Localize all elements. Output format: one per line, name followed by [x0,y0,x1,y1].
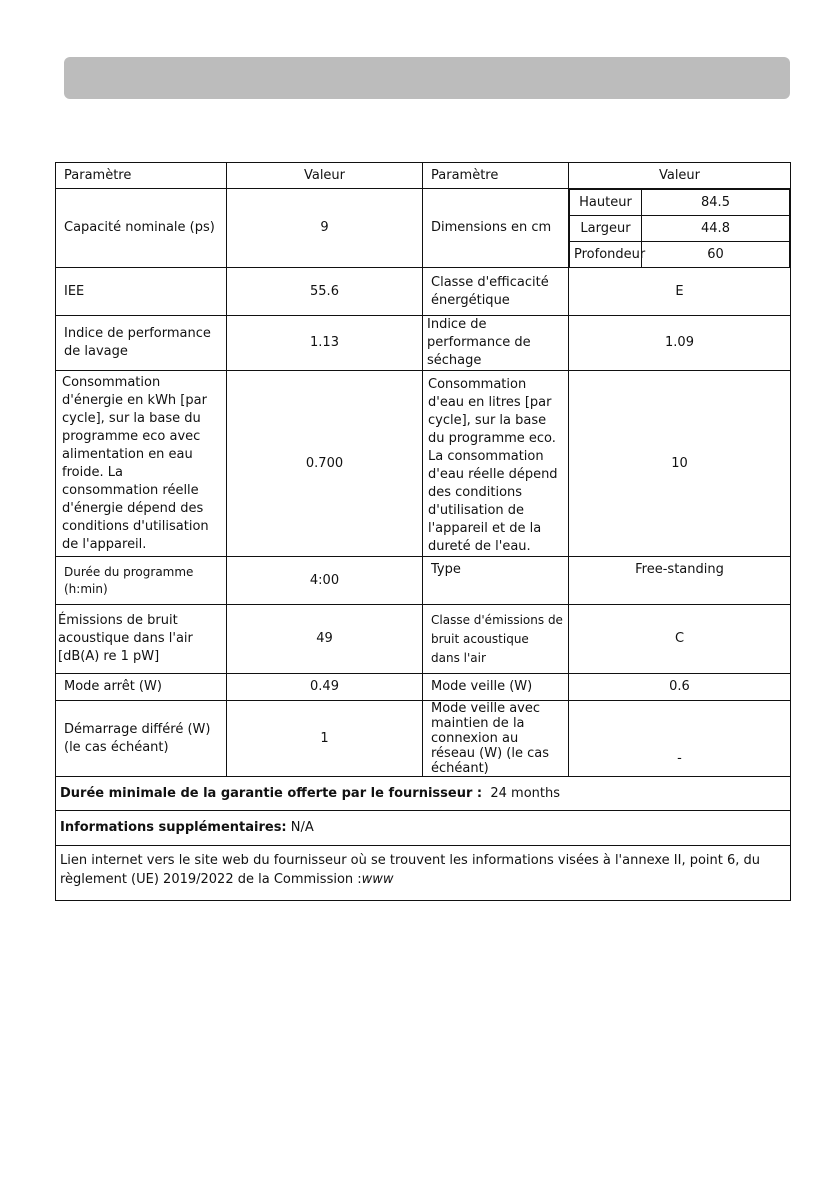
warranty-label: Durée minimale de la garantie offerte par le fournisseur : [60,785,483,801]
type-value: Free-standing [569,557,791,605]
dry-index-value: 1.09 [569,316,791,371]
dimensions-values [569,189,791,268]
energy-consumption-label: Consommation d'énergie en kWh [par cycle], sur la base du programme eco avec alimentation en eau froide. La consommation réelle d'énergie dépend des conditions d'utilisation de l'appareil. [56,371,227,557]
info-label: Informations supplémentaires: [60,820,287,835]
table-row [56,316,791,371]
warranty-row [56,777,791,811]
water-consumption-label: Consommation d'eau en litres [par cycle], sur la base du programme eco. La consommation d'eau réelle dépend des conditions d'utilisation de l'appareil et de la dureté de l'eau. [423,371,569,557]
info-value: N/A [290,820,314,835]
table-row [56,371,791,557]
table-row [56,701,791,777]
dry-index-label: Indice de performance de séchage [423,316,569,371]
noise-class-label-line: bruit acoustique [431,631,529,646]
water-consumption-value: 10 [569,371,791,557]
type-label: Type [423,557,569,605]
noise-value: 49 [227,605,423,674]
table-row [56,557,791,605]
height-value: 84.5 [642,190,790,216]
table-row [56,189,791,268]
link-text: Lien internet vers le site web du fournisseur où se trouvent les informations visées à l'annexe II, point 6, du règlement (UE) 2019/2022 de la Commission : [60,853,761,887]
supplier-link[interactable]: www [361,872,394,887]
wash-index-value: 1.13 [227,316,423,371]
off-mode-label: Mode arrêt (W) [56,674,227,701]
standby-value: 0.6 [569,674,791,701]
header-value: Valeur [569,163,791,189]
product-information-table [55,162,791,901]
delay-start-value: 1 [227,701,423,777]
noise-label: Émissions de bruit acoustique dans l'air [dB(A) re 1 pW] [56,605,227,674]
header-parameter: Paramètre [56,163,227,189]
table-row [56,605,791,674]
noise-class-label [423,605,569,674]
capacity-label: Capacité nominale (ps) [56,189,227,268]
duration-label: Durée du programme (h:min) [56,557,227,605]
depth-value: 60 [642,242,790,268]
networked-standby-label: Mode veille avec maintien de la connexion au réseau (W) (le cas échéant) [423,701,569,777]
duration-value: 4:00 [227,557,423,605]
info-cell [56,811,791,846]
noise-class-value: C [569,605,791,674]
link-row [56,846,791,901]
warranty-value: 24 months [490,785,560,801]
capacity-value: 9 [227,189,423,268]
noise-class-label-line: Classe d'émissions de [431,612,563,627]
standby-label: Mode veille (W) [423,674,569,701]
iee-label: IEE [56,268,227,316]
width-label: Largeur [570,216,642,242]
wash-index-label: Indice de performance de lavage [56,316,227,371]
depth-label: Profondeur [570,242,642,268]
width-value: 44.8 [642,216,790,242]
info-row [56,811,791,846]
header-parameter: Paramètre [423,163,569,189]
iee-value: 55.6 [227,268,423,316]
energy-class-value: E [569,268,791,316]
dimensions-label: Dimensions en cm [423,189,569,268]
table-row [56,674,791,701]
header-bar [64,57,790,99]
table-row [56,268,791,316]
off-mode-value: 0.49 [227,674,423,701]
link-cell [56,846,791,901]
delay-start-label: Démarrage différé (W) (le cas échéant) [56,701,227,777]
noise-class-label-line: dans l'air [431,650,486,665]
energy-class-label: Classe d'efficacité énergétique [423,268,569,316]
networked-standby-value: - [569,701,791,777]
height-label: Hauteur [570,190,642,216]
energy-consumption-value: 0.700 [227,371,423,557]
table-header-row [56,163,791,189]
header-value: Valeur [227,163,423,189]
warranty-cell [56,777,791,811]
